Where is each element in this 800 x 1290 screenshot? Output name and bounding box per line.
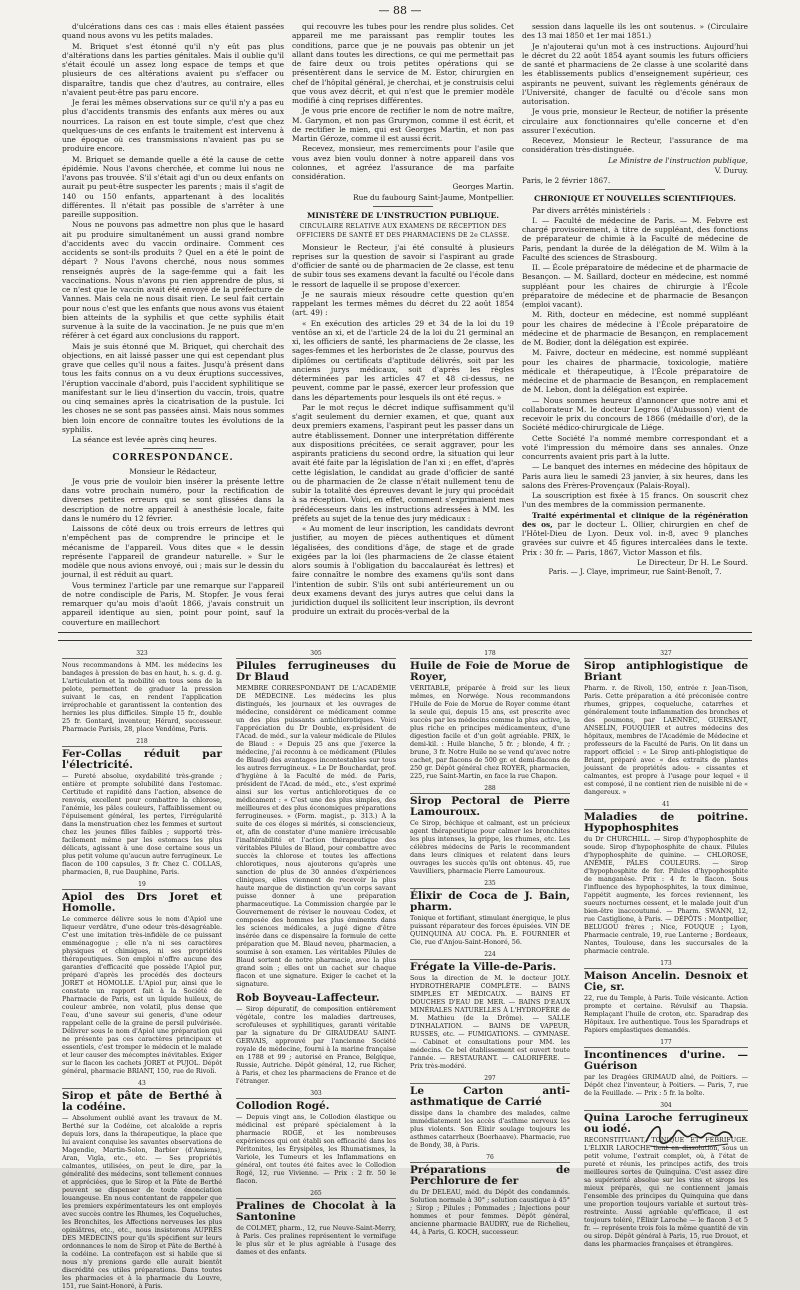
separator: [605, 189, 665, 190]
advertisement: [584, 650, 748, 796]
circular-paragraph: session dans laquelle ils les ont soutenus. » (Circulaire des 13 mai 1850 et 1er mai 1851.): [522, 22, 748, 41]
ad-number: 288: [410, 785, 570, 794]
advertisement: [584, 801, 748, 955]
chronicle-paragraph: La souscription est fixée à 15 francs. On souscrit chez l'un des membres de la commission permanente.: [522, 491, 748, 510]
circular-paragraph: Par le mot reçus le décret indique suffisamment qu'il s'agit seulement du dernier examen, et que, quant aux deux premiers examens, l'aspirant peut les passer dans un autre établissement. Donner une interprétation différente aux dispositions précitées, ce serait aggraver, pour les aspirants praticiens du second ordre, la situation qui leur avait été faite par la législation de l'an xi ; en effet, d'après cette législation, le candidat au grade d'officier de santé ou de pharmacien de 2e classe n'était nullement tenu de subir la totalité des épreuves devant le jury qui procédait à sa réception. Voici, en effet, comment s'exprimaient mes prédécesseurs dans les instructions adressées à MM. les préfets au sujet de la tenue des jury médicaux :: [292, 402, 514, 523]
book-title: Traité expérimental et clinique de la régénération des os,: [522, 510, 748, 529]
ad-text: VÉRITABLE, préparée à froid sur les lieux mêmes, en Norwége. Nous recommandons l'Huile de Foie de Morue de Royer comme étant la seule qui, depuis 15 ans, est prescrite avec succès par les médecins comme la plus active, la plus riche en principes médicamenteux, d'une digestion facile et d'un goût agréable. PRIX, le demi-kil. : Huile blanche, 5 fr. ; blonde, 4 fr. ; brune, 3 fr. Notre Huile ne se vend qu'avec notre cachet, par flacons de 500 gr. et demi-flacons de 250 gr. Dépôt général chez ROYER, pharmacien, 225, rue Saint-Martin, en face la rue Chapon.: [410, 684, 570, 780]
ad-text: — Depuis vingt ans, le Collodion élastique ou médicinal est préparé spécialement à la pharmacie ROGÉ, et les nombreuses expériences qui ont établi son efficacité dans les Péritonites, les Érysipèles, les Rhumatismes, la Variole, les Tumeurs et les Inflammations en général, ont toutes été faites avec le Collodion Rogé, 12, rue Vivienne. — Prix : 2 fr. 50 le flacon.: [236, 1113, 396, 1185]
ad-number: 173: [584, 960, 748, 969]
ad-headline: Quina Laroche ferrugineux ou iodé.: [584, 1112, 748, 1135]
advertisement: [62, 1080, 222, 1290]
article-paragraph: M. Briquet s'est étonné qu'il n'y eût pas plus d'altérations dans les parties génitales. Mais il oublie qu'il s'était écoulé un assez long espace de temps et que plusieurs de ces altérations avaient pu s'effacer ou disparaître, tandis que chez d'autres, au contraire, elles n'avaient peut-être pas paru encore.: [62, 41, 284, 97]
ad-headline: Sirop antiphlogistique de Briant: [584, 660, 748, 683]
ad-headline: Sirop et pâte de Berthé à la codéine.: [62, 1090, 222, 1113]
separator: [373, 206, 433, 207]
correspondence-paragraphs: [62, 477, 284, 627]
ad-text: Le commerce délivre sous le nom d'Apiol une liqueur verdâtre, d'une odeur très-désagréable. C'est une imitation très-infidèle de ce puissant emménagogue ; elle n'a ni ses caractères physiques et chimiques, ni ses propriétés thérapeutiques. Son emploi n'offre aucune des garanties d'efficacité que possède l'Apiol pur, préparé d'après les procédés des docteurs JORET et HOMOLLE. L'Apiol pur, ainsi que le constate un rapport fait à la Société de Pharmacie de Paris, est un liquide huileux, de couleur ambrée, non volatil, plus dense que l'eau, d'une saveur sui generis, d'une odeur rappelant celle de la graine de persil pulvérisée. Délivrer sous le nom d'Apiol une préparation qui ne présente pas ces caractères principaux et essentiels, c'est tromper le médecin et le malade et leur causer des mécomptes inévitables. Exiger sur le flacon les cachets JORET et PUJOL. Dépôt général, pharmacie BRIANT, 150, rue de Rivoli.: [62, 915, 222, 1075]
advertisement: [236, 650, 396, 988]
advertisement: [584, 1039, 748, 1097]
ad-headline: Incontinences d'urine. — Guérison: [584, 1049, 748, 1072]
ad-headline: Maison Ancelin. Desnoix et Cie, sr.: [584, 970, 748, 993]
ad-number: 224: [410, 951, 570, 960]
ad-headline: Fer-Collas réduit par l'électricité.: [62, 748, 222, 771]
chronicle-paragraph: M. Rith, docteur en médecine, est nommé suppléant pour les chaires de médecine à l'École préparatoire de médecine et de pharmacie de Besançon, en remplacement de M. Bodier, dont la délégation est expirée.: [522, 310, 748, 347]
ad-text: — Pureté absolue, oxydabilité très-grande ; entière et prompte solubilité dans l'estomac. Certitude et rapidité dans l'action, absence de renvois, excellent pour combattre la chlorose, l'anémie, les pâles couleurs, l'affaiblissement ou l'épuisement général, les pertes, l'irrégularité dans la menstruation chez les femmes et surtout chez les jeunes filles faibles ; supporté très-facilement même par les estomacs les plus délicats, agissant à une dose certaine sous un plus petit volume qu'aucun autre ferrugineux. Le flacon de 100 capsules, 3 fr. Chez C. COLLAS, pharmacien, 8, rue Dauphine, Paris.: [62, 772, 222, 876]
article-paragraph: Mais je suis étonné que M. Briquet, qui cherchait des objections, en ait laissé passer une qui est cependant plus grave que celles qu'il nous a faites. Jusqu'à présent dans tous les faits connus on a vu deux éruptions successives, l'éruption vaccinale d'abord, puis l'accident syphilitique se manifestant sur le lieu d'insertion du vaccin, trois, quatre ou cinq semaines après la cicatrisation de la pustule. Ici les choses ne se sont pas passées ainsi. Mais nous sommes bien loin encore de connaître toutes les évolutions de la syphilis.: [62, 341, 284, 434]
advertisement: [410, 1075, 570, 1149]
advertisement: [410, 1154, 570, 1236]
laroche-signature-image: [640, 1118, 736, 1152]
ad-headline: Maladies de poitrine. Hypophosphites: [584, 811, 748, 834]
letter-paragraph: Recevez, monsieur, mes remerciments pour l'asile que vous avez bien voulu donner à notre appareil dans vos colonnes, et agréez l'assurance de ma parfaite considération.: [292, 144, 514, 181]
minister-place-date: Paris, le 2 février 1867.: [522, 176, 611, 185]
advertisement: [236, 1090, 396, 1185]
ad-number: 178: [410, 650, 570, 659]
ad-number: 76: [410, 1154, 570, 1163]
article-paragraph: La séance est levée après cinq heures.: [72, 435, 217, 444]
ad-headline: Préparations de Perchlorure de fer: [410, 1164, 570, 1187]
advertisement: [584, 960, 748, 1034]
advertisement: [62, 650, 222, 733]
letter-paragraph: Laissons de côté deux ou trois erreurs de lettres qui n'empêchent pas de comprendre le principe et le mécanisme de l'appareil. Vous dites que « le dessin représente l'appareil de grandeur naturelle. » Sur le modèle que nous avions envoyé, oui ; mais sur le dessin du journal, il est réduit au quart.: [62, 524, 284, 580]
advertisement: [410, 650, 570, 780]
advertisement: [62, 738, 222, 876]
director-line: Le Directeur, Dr H. Le Sourd.: [637, 557, 748, 567]
ad-headline: Frégate la Ville-de-Paris.: [410, 961, 557, 973]
chronicle-paragraph: I. — Faculté de médecine de Paris. — M. Febvre est chargé provisoirement, à titre de suppléant, des fonctions de préparateur de chimie à la Faculté de médecine de Paris, pendant la durée de la délégation de M. Wilm à la Faculté des sciences de Strasbourg.: [522, 215, 748, 262]
column-3-paragraphs: [522, 22, 748, 155]
ad-number: 304: [584, 1102, 748, 1111]
ad-number: 297: [410, 1075, 570, 1084]
ad-number: 303: [236, 1090, 396, 1099]
advertisement: [236, 993, 396, 1085]
page-number: — 88 —: [378, 4, 422, 17]
chronicle-paragraph: II. — École préparatoire de médecine et de pharmacie de Besançon. — M. Saillard, docteur en médecine, est nommé suppléant pour les chaires de chirurgie à l'École préparatoire de médecine et de pharmacie de Besançon (emploi vacant).: [522, 263, 748, 309]
article-paragraph: M. Briquet se demande quelle a été la cause de cette épidémie. Nous l'avons cherchée, et comme lui nous ne l'avons pas trouvée. S'il s'était agi d'un ou deux enfants on aurait pu peut-être suspecter les parents ; mais il s'agit de 140 ou 150 enfants, appartenant à des localités différentes. Il n'était pas possible de s'arrêter à une pareille supposition.: [62, 154, 284, 219]
circular-paragraph: Monsieur le Recteur, j'ai été consulté à plusieurs reprises sur la question de savoir si l'aspirant au grade d'officier de santé ou de pharmacien de 2e classe, est tenu de subir tous ses examens devant la faculté ou l'école dans le ressort de laquelle il se propose d'exercer.: [292, 242, 514, 289]
chronicle-paragraph: — Nous sommes heureux d'annoncer que notre ami et collaborateur M. le docteur Legros (d'Aubusson) vient de recevoir le prix du concours de 1866 (médaille d'or), de la Société médico-chirurgicale de Liége.: [522, 395, 748, 433]
ad-number: 177: [584, 1039, 748, 1048]
ad-headline: Collodion Rogé.: [236, 1100, 330, 1112]
imprint-line: Paris. — J. Claye, imprimeur, rue Saint-Benoît, 7.: [548, 568, 722, 576]
ad-text: RECONSTITUANT, TONIQUE ET FÉBRIFUGE. L'ÉLIXIR LAROCHE tient en dissolution, sous un petit volume, l'extrait complet, où, à l'état de pureté et réunis, les principes actifs, des trois meilleures sortes de Quinquina. C'est assez dire sa supériorité absolue sur les vins et sirops les mieux préparés, qui ne contiennent jamais l'ensemble des principes du Quinquina que dans une proportion toujours variable et surtout très-restreinte. Aussi agréable qu'efficace, il est toujours toléré, l'Élixir Laroche — le flacon 3 et 5 fr. — représente trois fois la même quantité de vin ou sirop. Dépôt général à Paris, 15, rue Drouot, et dans les pharmacies françaises et étrangères.: [584, 1136, 748, 1248]
minister-title: Le Ministre de l'instruction publique,: [608, 155, 748, 165]
ministry-subheading: CIRCULAIRE RELATIVE AUX EXAMENS DE RÉCEPTION DES OFFICIERS DE SANTÉ ET DES PHARMACIENS DE 2e CLASSE.: [296, 223, 510, 240]
ad-text: Ce Sirop, béchique et calmant, est un précieux agent thérapeutique pour calmer les bronchites les plus intenses, la grippe, les rhumes, etc. Les célèbres médecins de Paris le recommandent dans leurs cliniques et relatent dans leurs ouvrages les succès qu'ils ont obtenus. 45, rue Vauvilliers, pharmacie Pierre Lamouroux.: [410, 819, 570, 875]
ad-text: — Sirop dépuratif, de composition entièrement végétale, contre les maladies dartreuses, scrofuleuses et syphilitiques, garanti véritable par la signature du Dr GIRAUDEAU SAINT-GERVAIS, approuvé par l'ancienne Société royale de médecine, fourni à la marine française en 1788 et 99 ; autorisé en France, Belgique, Russie, Autriche. Dépôt général, 12, rue Richer, à Paris, et chez les pharmaciens de France et de l'étranger.: [236, 1005, 396, 1085]
ad-number: 265: [236, 1190, 396, 1199]
column-1-paragraphs: [62, 22, 284, 444]
correspondence-heading: CORRESPONDANCE.: [112, 453, 234, 464]
ads-column-3: [410, 650, 570, 1236]
ads-rule: [58, 640, 752, 641]
ministry-paragraphs: [292, 243, 514, 617]
ad-text: MEMBRE CORRESPONDANT DE L'ACADÉMIE DE MÉDECINE. Les médecins les plus distingués, les journaux et les ouvrages de médecine, considèrent ce médicament comme un des plus puissants antichlorotiques. Voici l'appréciation du Dr Double, ex-président de l'Acad. de méd., sur la valeur médicale de Pilules de Blaud : « Depuis 25 ans que j'exerce la médecine, j'ai reconnu à ce médicament (Pilules de Blaud) des avantages incontestables sur tous les autres ferrugineux. » Le Dr Bouchardat, prof. d'hygiène à la Faculté de méd. de Paris, président de l'Acad. de méd., etc., s'est exprimé ainsi sur les vertus antichlorotiques de ce médicament : « C'est une des plus simples, des meilleures et des plus économiques préparations ferrugineuses. » (Form. magist., p. 313.) À la suite de ces éloges si mérités, si consciencieux, et, afin de constater d'une manière irrécusable l'inaltérabilité et l'action thérapeutique des véritables Pilules de Blaud, pour combattre avec succès la chlorose et toutes les affections chlorotiques, nous ajouterons qu'après une sanction de plus de 30 années d'expériences cliniques, elles viennent de recevoir la plus haute marque de distinction qu'un corps savant puisse donner à une préparation pharmaceutique. La Commission chargée par le Gouvernement de réviser le nouveau Codex, et composée des hommes les plus éminents dans les sciences médicales, a jugé digne d'être insérée dans ce dispensaire la formule de cette préparation que M. Blaud neveu, pharmacien, a soumise à son examen. Les véritables Pilules de Blaud sortent de notre pharmacie, avec la plus grand soin ; elles ont un cachet sur chaque flacon et une signature. Exiger le cachet et la signature.: [236, 684, 396, 988]
advertisement: [62, 881, 222, 1075]
ad-text: 22, rue du Temple, à Paris. Toile vésicante. Action prompte et certaine. Révulsif au Thapsia. Remplaçant l'huile de croton, etc. Sparadrap des Hôpitaux. 1re authentique. Tous les Sparadraps et Papiers emplastiques demandés.: [584, 994, 748, 1034]
ad-text: du Dr CHURCHILL. — Sirop d'hypophosphite de soude. Sirop d'hypophosphite de chaux. Pilules d'hypophosphite de quinine. — CHLOROSE, ANÉMIE, PÂLES COULEURS. — Sirop d'hypophosphite de fer. Pilules d'hypophosphite de manganèse. Prix : 4 fr. le flacon. Sous l'influence des hypophosphites, la toux diminue, l'appétit augmente, les forces reviennent, les sueurs nocturnes cessent, et le malade jouit d'un bien-être inaccoutumé. — Pharm. SWANN, 12, rue Castiglione, à Paris. — DÉPÔTS : Montpellier, BELUGOU frères ; Nice, FOUQUE ; Lyon, Pharmacie centrale, 19, rue Lanterne ; Bordeaux, Nantes, Toulouse, dans les succursales de la pharmacie centrale.: [584, 835, 748, 955]
chronicle-heading: CHRONIQUE ET NOUVELLES SCIENTIFIQUES.: [534, 194, 736, 204]
article-paragraph: Nous ne pouvons pas admettre non plus que le hasard ait pu produire simultanément un aussi grand nombre d'accidents avec du vaccin ordinaire. Comment ces accidents se sont-ils produits ? Quel en a été le point de départ ? Nous l'avons cherché, nous nous sommes renseignés auprès de la sage-femme qui a fait les vaccinations. Nous n'avons pu rien apprendre de plus, si ce n'est que le vaccin avait été envoyé de la préfecture de Vannes. Mais cela ne nous disait rien. Le seul fait certain pour nous c'est que les enfants que nous avons vus étaient bien atteints de la syphilis et que cette syphilis était survenue à la suite de la vaccination. Je ne puis que m'en référer à cet égard aux conclusions du rapport.: [62, 220, 284, 341]
letter-paragraph: Je vous prie encore de rectifier le nom de notre maître, M. Garymon, et non pas Grurymon, comme il est écrit, et de rectifier le mien, qui est Georges Martin, et non pas Martin Géroze, comme il est aussi écrit.: [292, 106, 514, 143]
ad-headline: Élixir de Coca de J. Bain, pharm.: [410, 890, 570, 913]
column-3: [522, 22, 748, 622]
ad-number: 19: [62, 881, 222, 890]
ad-number: 323: [62, 650, 222, 659]
ad-number: 327: [584, 650, 748, 659]
circular-paragraph: « En exécution des articles 29 et 34 de la loi du 19 ventôse an xi, et de l'article 24 de la loi du 21 germinal an xi, les officiers de santé, les pharmaciens de 2e classe, les sages-femmes et les herboristes de 2e classe, pourvus des diplômes ou certificats d'aptitude délivrés, soit par les anciens jurys médicaux, soit d'après les règles déterminées par les articles 47 et 48 ci-dessus, ne peuvent, comme par le passé, exercer leur profession que dans les départements pour lesquels ils ont été reçus. »: [292, 318, 514, 402]
ministry-heading: MINISTÈRE DE L'INSTRUCTION PUBLIQUE.: [306, 210, 500, 220]
chronicle-paragraph: — Le banquet des internes en médecine des hôpitaux de Paris aura lieu le samedi 23 janvier, à six heures, dans les salons des Frères-Provençaux (Palais-Royal).: [522, 462, 748, 490]
ad-text: dissipe dans la chambre des malades, calme immédiatement les accès d'asthme nerveux les plus violents. Son Élixir soulage toujours les asthmes catarrheux (Boerhaave). Pharmacie, rue de Bondy, 38, à Paris.: [410, 1109, 570, 1149]
book-notice: [522, 511, 748, 557]
ad-number: 41: [584, 801, 748, 810]
ads-column-1: [62, 650, 222, 1290]
column-2: [292, 22, 514, 622]
advertisement: [410, 785, 570, 875]
minister-name: V. Duruy.: [714, 165, 748, 175]
circular-paragraph: Je n'ajouterai qu'un mot à ces instructions. Aujourd'hui le décret du 22 août 1854 ayant soumis les futurs officiers de santé et pharmaciens de 2e classe à une scolarité dans les établissements publics d'enseignement supérieur, ces aspirants ne peuvent, suivant les règlements généraux de l'Université, changer de faculté ou d'école sans mon autorisation.: [522, 41, 748, 106]
ad-headline: Rob Boyveau-Laffecteur.: [236, 992, 380, 1004]
article-paragraph: Je ferai les mêmes observations sur ce qu'il n'y a pas eu plus d'accidents transmis des enfants aux mères ou aux nourrices. La raison en est toute simple, c'est que chez quelques-uns de ces enfants le traitement est intervenu à une époque où ces transmissions n'avaient pas pu se produire encore.: [62, 98, 284, 154]
ad-text: Pharm. r. de Rivoli, 150, entrée r. Jean-Tison, Paris. Cette préparation a été préconisée contre rhumes, grippes, coqueluche, catarrhes et généralement toute inflammation des bronches et des poumons, par LAENNEC, GUERSANT, ANSELIN, FOUQUIER et autres médecins des hôpitaux, membres de l'Académie de Médecine et professeurs de la Faculté de Paris. On lit dans un rapport officiel : « Le Sirop anti-phlogistique de Briant, préparé avec « des extraits de plantes jouissant de propriétés adou- « cissantes et calmantes, est propre à l'usage pour lequel « il est composé, il ne contient rien de nuisible ni de « dangereux. »: [584, 684, 748, 796]
top-rule: [58, 632, 752, 633]
chronicle-paragraph: M. Faivre, docteur en médecine, est nommé suppléant pour les chaires de pharmacie, toxicologie, matière médicale et thérapeutique, à l'École préparatoire de médecine et de pharmacie de Besançon, en remplacement de M. Lebon, dont la délégation est expirée.: [522, 348, 748, 395]
ad-headline: Le Carton anti-asthmatique de Carrié: [410, 1085, 570, 1108]
advertisement: [410, 880, 570, 946]
article-paragraph: d'ulcérations dans ces cas : mais elles étaient passées quand nous avons vu les petits malades.: [62, 22, 284, 41]
ad-text: du Dr DELEAU, méd. du Dépôt des condamnés. Solution normale à 30° ; solution caustique à 45° ; Sirop ; Pilules ; Pommades ; Injections pour hommes et pour femmes. Dépôt général, ancienne pharmacie BAUDRY, rue de Richelieu, 44, à Paris, G. KOCH, successeur.: [410, 1188, 570, 1236]
ad-headline: Pralines de Chocolat à la Santonine: [236, 1200, 396, 1223]
correspondence-salutation: Monsieur le Rédacteur,: [129, 466, 217, 476]
circular-paragraph: Je ne saurais mieux résoudre cette question qu'en rappelant les termes mêmes du décret du 22 août 1854 (art. 49) :: [292, 289, 514, 318]
ads-column-4: [584, 650, 748, 1248]
ad-text: par les Dragées GRIMAUD aîné, de Poitiers. — Dépôt chez l'inventeur, à Poitiers. — Paris, 7, rue de la Feuillade. — Prix : 5 fr. la boîte.: [584, 1073, 748, 1097]
separator: [143, 448, 203, 449]
chronicle-paragraphs: [522, 206, 748, 510]
ad-number: 43: [62, 1080, 222, 1089]
circular-paragraph: Je vous prie, monsieur le Recteur, de notifier la présente circulaire aux fonctionnaires qu'elle concerne et d'en assurer l'exécution.: [522, 107, 748, 135]
ad-text: — Absolument oublié avant les travaux de M. Berthé sur la Codéine, cet alcaloïde a repris depuis lors, dans la thérapeutique, la place que lui avaient conquise les savantes observations de Magendie, Martin-Solon, Barbier (d'Amiens), Aran, Vigla, etc., etc. — Ses propriétés calmantes, utilisées, on peut le dire, par la généralité des médecins, sont tellement connues et appréciées, que le Sirop et la Pâte de Berthé peuvent se dispenser de toute énonciation louangeuse. En nous contentant de rappeler que les premiers expérimentateurs les ont employés avec succès contre les Rhumes, les Coqueluches, les Bronchites, les Affections nerveuses les plus opiniâtres, etc., etc., nous insisterons AUPRÈS DES MÉDECINS pour qu'ils spécifient sur leurs ordonnances le nom de Sirop et Pâte de Berthé à la codéine. La contrefaçon est si habile que si nous n'y prenions garde elle aurait bientôt discrédité ces utiles préparations. Dans toutes les pharmacies et à la pharmacie du Louvre, 151, rue Saint-Honoré, à Paris.: [62, 1114, 222, 1290]
ad-number: 218: [62, 738, 222, 747]
book-text: par le docteur L. Ollier, chirurgien en chef de l'Hôtel-Dieu de Lyon. Deux vol. in-8, avec 9 planches gravées sur cuivre et 45 figures intercalées dans le texte. Prix : 30 fr. — Paris, 1867, Victor Masson et fils.: [522, 519, 748, 557]
letter-paragraph: qui recouvre les tubes pour les rendre plus solides. Cet appareil me me paraissant pas remplir toutes les conditions, parce que je ne pouvais pas obtenir un jet allant dans toutes les directions, ce qui me permettait pas de faire deux ou trois petites opérations qui se présentèrent dans le service de M. Estor, chirurgien en chef de l'hôpital général, je cherchai, et je construisis celui que vous avez décrit, et qui n'est que le premier modèle modifié à cinq reprises différentes.: [292, 22, 514, 105]
chronicle-paragraph: Cette Société l'a nommé membre correspondant et a voté l'impression du mémoire dans ses annales. Onze concurrents avaient pris part à la lutte.: [522, 433, 748, 461]
ad-number: 235: [410, 880, 570, 889]
circular-paragraph: Recevez, Monsieur le Recteur, l'assurance de ma considération très-distinguée.: [522, 136, 748, 155]
column-2-paragraphs: [292, 22, 514, 181]
ad-text: Tonique et fortifiant, stimulant énergique, le plus puissant réparateur des forces épuisées. VIN DE QUINQUINA AU COCA. Ph. E. FOURNIER et Cie, rue d'Anjou-Saint-Honoré, 56.: [410, 914, 570, 946]
circular-paragraph: « Au moment de leur inscription, les candidats devront justifier, au moyen de pièces authentiques et dûment légalisées, des conditions d'âge, de stage et de grade exigées par la loi (les pharmaciens de 2e classe étaient alors soumis à l'obligation du baccalauréat ès lettres) et faire connaître le nombre des examens qu'ils sont dans l'intention de subir. S'ils ont subi antérieurement un ou deux examens devant des jurys autres que celui dans la juridiction duquel ils sollicitent leur inscription, ils devront produire un extrait du procès-verbal de la: [292, 524, 514, 617]
signature-name: Georges Martin.: [452, 182, 514, 192]
advertisement: [236, 1190, 396, 1256]
signature-address: Rue du faubourg Saint-Jaume, Montpellier.: [353, 192, 514, 202]
ad-text: Nous recommandons à MM. les médecins les bandages à pression de bas en haut, h. s. g. d. g. L'articulation et la mobilité en tous sens de la pelote, permettent de graduer la pression suivant le cas, en rendent l'application irréprochable et garantissent la contention des hernies les plus difficiles. Simple 15 fr., double 25 fr. Gontard, inventeur, Hérard, successeur. Pharmacie Parisis, 28, place Vendôme, Paris.: [62, 661, 222, 733]
ad-headline: Apiol des Drs Joret et Homolle.: [62, 891, 222, 914]
column-1: [62, 22, 284, 627]
ad-text: de COLMET, pharm., 12, rue Neuve-Saint-Merry, à Paris. Ces pralines représentent le vermifuge le plus sûr et le plus agréable à l'usage des dames et des enfants.: [236, 1224, 396, 1256]
ad-text: Sous la direction de M. le docteur JOLY. HYDROTHÉRAPIE COMPLÈTE. — BAINS SIMPLES ET MÉDICAUX. — BAINS ET DOUCHES D'EAU DE MER. — BAINS D'EAUX MINÉRALES NATURELLES À L'HYDROFÈRE de M. Mathieu (de la Drôme). — SALLE D'INHALATION. — BAINS DE VAPEUR, RUSSES, etc. — FUMIGATIONS. — GYMNASE. — Cabinet et consultations pour MM. les médecins. Ce bel établissement est ouvert toute l'année. — RESTAURANT. — CALORIFÈRE. — Prix très-modéré.: [410, 974, 570, 1070]
letter-paragraph: Je vous prie de vouloir bien insérer la présente lettre dans votre prochain numéro, pour la rectification de diverses petites erreurs qui se sont glissées dans la description de notre appareil à anesthésie locale, faite dans le numéro du 12 février.: [62, 476, 284, 523]
advertisement: [410, 951, 570, 1070]
ad-number: 305: [236, 650, 396, 659]
ads-column-2: [236, 650, 396, 1256]
ad-headline: Huile de Foie de Morue de Royer,: [410, 660, 570, 683]
ad-headline: Sirop Pectoral de Pierre Lamouroux.: [410, 795, 570, 818]
letter-paragraph: Vous terminez l'article par une remarque sur l'appareil de notre condisciple de Paris, M. Stopfer. Je vous ferai remarquer qu'au mois d'août 1866, j'avais construit un appareil identique au sien, point pour point, sauf la couverture en maillechort: [62, 580, 284, 627]
ad-headline: Pilules ferrugineuses du Dr Blaud: [236, 660, 396, 683]
chronicle-paragraph: Par divers arrêtés ministériels :: [532, 205, 651, 215]
